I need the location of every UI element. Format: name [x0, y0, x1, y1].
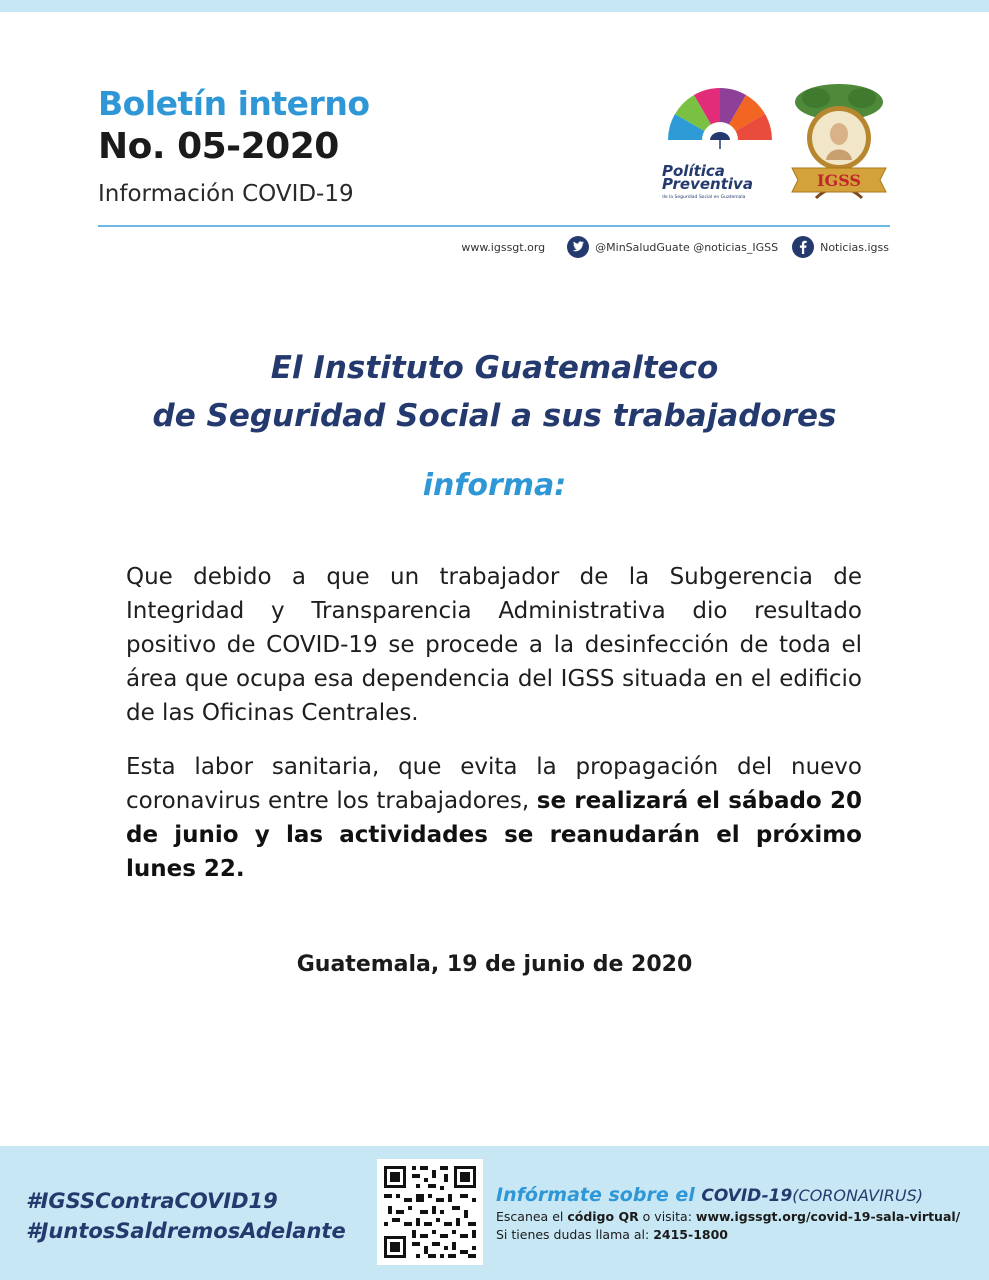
bulletin-subtitle: Información COVID-19	[98, 181, 354, 207]
scan-mid: o visita:	[638, 1209, 696, 1224]
header-divider	[98, 225, 890, 227]
paragraph-2	[126, 750, 862, 886]
virtual-room-link[interactable]: www.igssgt.org/covid-19-sala-virtual/	[695, 1209, 961, 1224]
paragraph-2-bold: se realizará el sábado 20 de junio y las actividades se reanudarán el próximo lunes 22.	[126, 788, 862, 882]
twitter-icon	[567, 236, 589, 258]
scan-code: código QR	[567, 1209, 639, 1224]
logo-pp-tagline: de la Seguridad Social en Guatemala	[662, 195, 746, 200]
qr-code[interactable]	[377, 1159, 483, 1265]
politica-preventiva-logo	[658, 88, 778, 200]
covid-info-block	[496, 1184, 960, 1242]
twitter-handles[interactable]: @MinSaludGuate @noticias_IGSS	[595, 240, 779, 254]
info-coronavirus: (CORONAVIRUS)	[792, 1186, 924, 1205]
scan-line	[496, 1209, 960, 1224]
hashtag-juntos-saldremos: #JuntosSaldremosAdelante	[26, 1219, 346, 1243]
info-covid: COVID-19	[701, 1186, 793, 1206]
informa-subheading: informa:	[422, 468, 567, 503]
phone-prefix: Si tienes dudas llama al:	[496, 1227, 654, 1242]
footer-banner	[0, 1146, 989, 1280]
paragraph-1: Que debido a que un trabajador de la Subgerencia de Integridad y Transparencia Administrativa dio resultado positivo de COVID-19 se procede a la desinfección de toda el área que ocupa esa dependencia del IGSS situada en el edificio de las Oficinas Centrales.	[126, 564, 862, 726]
paragraph-2-normal: Esta labor sanitaria, que evita la propagación del nuevo coronavirus entre los trabajadores,	[126, 754, 862, 814]
main-heading	[0, 344, 989, 440]
phone-line	[496, 1227, 960, 1242]
info-title: Infórmate sobre el	[496, 1184, 702, 1206]
hashtag-igss-contra-covid: #IGSSContraCOVID19	[26, 1189, 278, 1213]
bulletin-number: No. 05-2020	[98, 126, 339, 167]
bulletin-title: Boletín interno	[98, 84, 370, 123]
top-stripe	[0, 0, 989, 12]
logo-igss-text: IGSS	[817, 171, 861, 190]
heading-line-1: El Instituto Guatemalteco	[270, 350, 719, 386]
website-link[interactable]: www.igssgt.org	[461, 240, 546, 254]
info-title-line	[496, 1184, 960, 1206]
scan-prefix: Escanea el	[496, 1209, 568, 1224]
heading-line-2: de Seguridad Social a sus trabajadores	[152, 398, 837, 434]
facebook-handle[interactable]: Noticias.igss	[820, 240, 889, 254]
facebook-icon	[792, 236, 814, 258]
social-links	[461, 234, 889, 260]
bulletin-date: Guatemala, 19 de junio de 2020	[296, 952, 693, 977]
logo-pp-line2: Preventiva	[662, 175, 753, 193]
phone-number[interactable]: 2415-1800	[653, 1227, 728, 1242]
igss-logo	[786, 80, 892, 204]
logo-pp-line1: Política	[662, 162, 725, 180]
